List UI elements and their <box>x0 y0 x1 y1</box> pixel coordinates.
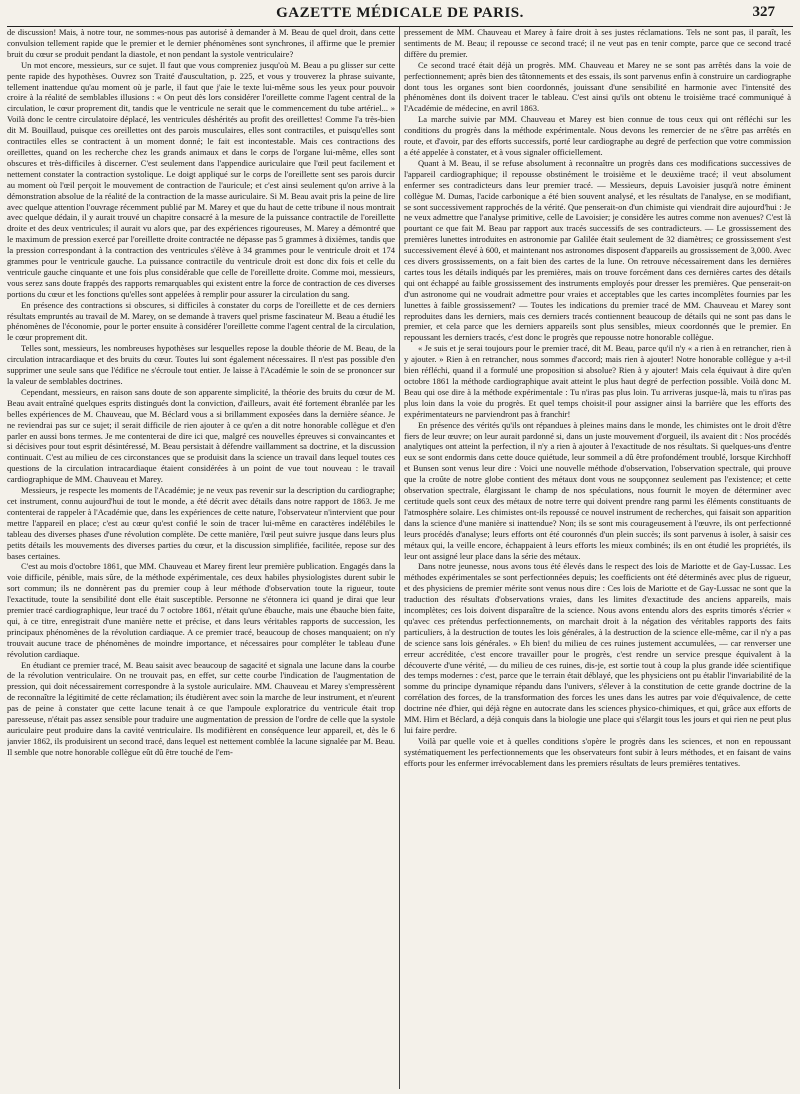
paragraph: En présence des vérités qu'ils ont répandues à pleines mains dans le monde, les chimistes ont le droit d'être fiers de leur œuvre; on leur aurait pardonné si, dans un juste mouvement d'orgueil, ils avaient dit : Nos procédés analytiques ont atteint la perfection, il n'y a rien à ajouter à l'exactitude de nos résultats. Si quelques-uns d'entre eux se sont endormis dans cette douce quiétude, leur sommeil a dû être profondément troublé, lorsque Kirchhoff et Bunsen sont venus leur dire : Voici une nouvelle méthode d'observation, l'observation spectrale, qui prouve que la croûte de notre globe contient des métaux dont vous ne soupçonnez seulement pas l'existence; et cette observation spectrale, élargissant le champ de nos spéculations, nous fournit le moyen de déterminer avec certitude quels sont ceux des métaux de notre terre qui doivent prendre rang parmi les éléments constituants de l'atmosphère solaire. Les chimistes ont-ils repoussé ce nouvel instrument de recherches, qui faisait son apparition dans la science d'une manière si inattendue? Non; ils se sont mis courageusement à l'œuvre, ils ont perfectionné leurs procédés d'analyse; leurs efforts ont été couronnés d'un plein succès; ils sont parvenus à isoler, à saisir ces métaux qui, la veille encore, échappaient à leurs efforts les mieux combinés; ils en ont étudié les propriétés, ils leur ont assigné leur place dans la série des métaux. <box>404 419 791 561</box>
paragraph: Ce second tracé était déjà un progrès. MM. Chauveau et Marey ne se sont pas arrêtés dans la voie de perfectionnement; après bien des tâtonnements et des essais, ils sont parvenus enfin à construire un cardiographe dont tous les organes sont bien coordonnés, jouissant d'une sensibilité en harmonie avec l'intensité des phénomènes dont ils doivent tracer le tableau. C'est ainsi qu'ils ont obtenu le troisième tracé communiqué à l'Académie de médecine, en avril 1863. <box>404 59 791 114</box>
paragraph: Telles sont, messieurs, les nombreuses hypothèses sur lesquelles repose la double théorie de M. Beau, de la circulation intracardiaque et des bruits du cœur. Toutes lui sont également nécessaires. Il n'est pas possible d'en supprimer une seule sans que l'édifice ne s'écroule tout entier. Je laisse à l'Académie le soin de se prononcer sur la valeur de semblables doctrines. <box>7 343 395 386</box>
paragraph: La marche suivie par MM. Chauveau et Marey est bien connue de tous ceux qui ont réfléchi sur les conditions du progrès dans la méthode expérimentale. Nous devons les remercier de ne s'être pas arrêtés en route, et d'avoir, par des efforts successifs, porté leur cardiographe au degré de perfection que votre commission a été appelée à constater, et à vous signaler officiellement. <box>404 114 791 157</box>
page-header <box>7 0 793 22</box>
page-title: GAZETTE MÉDICALE DE PARIS. <box>276 5 524 21</box>
right-column <box>399 27 791 1089</box>
text-columns <box>7 27 793 1089</box>
paragraph: Quant à M. Beau, il se refuse absolument à reconnaître un progrès dans ces modifications successives de l'appareil cardiographique; il repousse obstinément le troisième et le deuxième tracé; il veut absolument enfermer ses contradicteurs dans leur premier tracé. — Messieurs, depuis Lavoisier jusqu'à notre éminent collègue M. Dumas, l'acide carbonique a été bien souvent analysé, et les résultats de l'analyse, en se modifiant, se sont successivement rapprochés de la vérité. Que penserait-on d'un chimiste qui viendrait dire aujourd'hui : Je ne veux admettre que l'analyse primitive, celle de Lavoisier; je considère les autres comme non avenues? C'est là pourtant ce que fait M. Beau par rapport aux tracés successifs de ses contradicteurs. — Le grossissement des premières lunettes introduites en astronomie par Galilée était seulement de 32 diamètres; ce grossissement s'est successivement élevé à 600, et maintenant nos astronomes disposent d'appareils au grossissement de 3,000. Avec ces divers grossissements, on a fait bien des cartes de la lune. On retrouve nécessairement dans les dernières cartes tous les détails indiqués par les premières, mais on trouve forcément dans ces dernières cartes des détails qui ont échappé au faible grossissement des instruments employés pour dresser les premières. Que penserait-on d'un astronome qui ne voudrait admettre pour vraies et acceptables que les cartes incomplètes fournies par les lunettes à faible grossissement? — Toutes les indications du premier tracé de MM. Chauveau et Marey sont reproduites dans les derniers, mais ces derniers tracés contiennent beaucoup de détails qui ne sont pas dans le premier, et cela parce que les derniers appareils sont plus sensibles, mieux coordonnés que le premier. En repoussant les derniers tracés, c'est donc le progrès que repousse notre honorable collègue. <box>404 157 791 343</box>
paragraph: Un mot encore, messieurs, sur ce sujet. Il faut que vous compreniez jusqu'où M. Beau a pu glisser sur cette pente rapide des hypothèses. Ouvrez son Traité d'auscultation, p. 225, et vous y trouverez la phrase suivante, tellement inattendue qu'au moment où je parle, il faut que j'aie le texte lui-même sous les yeux pour pouvoir croire à la réalité de semblables illusions : « On peut dès lors considérer l'oreillette comme l'agent central de la circulation, le cœur proprement dit, tandis que le ventricule ne serait que le commencement du tube artériel... » Voilà donc le centre circulatoire déplacé, les ventricules déshérités au profit des oreillettes! Comme l'a très-bien dit M. Bouillaud, puisque ces oreillettes ont des parois musculaires, elles sont contractiles, et puisqu'elles sont contractiles elles se contractent à un moment donné; le fait est incontestable. Mais ces contractions des oreillettes, quand on les recherche chez les grands animaux et dans le corps de l'organe lui-même, elles sont obscures et très-difficiles à discerner. C'est seulement dans l'appendice auriculaire que l'œil peut facilement et nettement constater la contraction systolique. Le doigt appliqué sur le corps de l'oreillette sent ses parois durcir au moment où l'œil perçoit le mouvement de contraction de l'auricule; et c'est ainsi seulement qu'on arrive à la démonstration absolue de la réalité de la contraction de la masse auriculaire. Si M. Beau avait pris la peine de lire avec quelque attention l'ouvrage récemment publié par M. Marey et que du haut de cette tribune il nous montrait avec quelque dédain, il y aurait trouvé un chapitre consacré à la mesure de la puissance contractile de l'oreillette droite et des deux ventricules; il aurait vu alors que, par des expériences rigoureuses, M. Marey a démontré que le maximum de pression exercé par l'oreillette droite contractée ne dépasse pas 5 grammes à dixièmes, tandis que la pression correspondant à la contraction des ventricules s'élève à 34 grammes pour le ventricule droit et 174 grammes pour le ventricule gauche. La puissance contractile du ventricule droit est donc dix fois et celle du ventricule gauche cinquante et une fois plus considérable que celle de l'oreillette droite. Comme moi, messieurs, vous serez sans doute frappés des rapports remarquables qui existent entre la force de contraction de ces diverses portions du cœur et les fonctions qu'elles sont appelées à remplir pour assurer la circulation du sang. <box>7 59 395 299</box>
paragraph: C'est au mois d'octobre 1861, que MM. Chauveau et Marey firent leur première publication. Engagés dans la voie difficile, pénible, mais sûre, de la méthode expérimentale, ces deux habiles physiologistes durent subir le sort commun; ils ne donnèrent pas du premier coup à leur méthode d'observation toute la rigueur, toute l'exactitude, toute la sensibilité dont elle était susceptible. Personne ne s'étonnera ici quand je dirai que leur premier tracé cardiographique, leur tracé du 7 octobre 1861, n'était qu'une ébauche, mais une ébauche bien faite, qui, à ce titre, enregistrait d'une manière nette et précise, et dans leurs véritables rapports de succession, les principaux phénomènes de la révolution cardiaque. A ce premier tracé, beaucoup de choses manquaient; on n'y trouvait aucune trace de phénomènes de moindre importance, et nécessaires pour compléter le tableau d'une révolution cardiaque. <box>7 561 395 659</box>
paragraph: Cependant, messieurs, en raison sans doute de son apparente simplicité, la théorie des bruits du cœur de M. Beau avait entraîné quelques esprits distingués dont la conviction, d'ailleurs, avait été fortement ébranlée par les belles expériences de M. Chauveau, que M. Béclard vous a si brillamment exposées dans la dernière séance. Je ne reviendrai pas sur ce sujet; il serait difficile de rien ajouter à ce qu'en a dit notre honorable collègue et d'en parler en aussi bons termes. Je me contenterai de dire ici que, malgré ces nouvelles épreuves si convaincantes et si décisives pour tout esprit désintéressé, M. Beau persistait à défendre vaillamment sa doctrine, et la discussion continuait. C'est au milieu de ces circonstances que se produisit dans la science un travail dans lequel toutes ces questions de la circulation intracardiaque étaient considérées à un point de vue tout nouveau : le travail cardiographique de MM. Chauveau et Marey. <box>7 386 395 485</box>
paragraph: « Je suis et je serai toujours pour le premier tracé, dit M. Beau, parce qu'il n'y « a rien à en retrancher, rien à y ajouter. » Rien à en retrancher, nous sommes d'accord; mais rien à ajouter! Notre honorable collègue y a-t-il bien réfléchi, quand il a formulé une proposition si absolue? Rien à y ajouter! Mais cela équivaut à dire qu'en octobre 1861 la méthode cardiographique avait atteint le plus haut degré de perfection possible. Voilà donc M. Beau qui ose dire à la méthode expérimentale : Tu n'iras pas plus loin. Tu arriveras jusque-là, mais tu n'iras pas plus loin dans la voie du progrès. Et quel temps choisit-il pour assigner ainsi la barrière que les efforts des expérimentateurs ne parviendront pas à franchir! <box>404 343 791 419</box>
paragraph: En étudiant ce premier tracé, M. Beau saisit avec beaucoup de sagacité et signala une lacune dans la courbe de la révolution ventriculaire. On ne trouvait pas, en effet, sur cette courbe l'indication de l'augmentation de pression, qui doit nécessairement correspondre à la systole auriculaire. MM. Chauveau et Marey s'empressèrent de reconnaître la légitimité de cette réclamation; ils étudièrent avec soin la marche de leur instrument, et n'eurent pas de peine à constater que cette lacune tenait à ce que l'ampoule exploratrice du ventricule était trop paresseuse, n'était pas assez sensible pour traduire une augmentation de pression de l'ordre de celle que la systole auriculaire peut produire dans la cavité ventriculaire. Ils modifièrent en conséquence leur appareil, et, dès le 6 janvier 1862, ils produisirent un second tracé, dans lequel est nettement comblée la lacune signalée par M. Beau. Il semble que notre honorable collègue eût dû être touché de l'em- <box>7 659 395 757</box>
page-number: 327 <box>752 4 775 20</box>
paragraph: Dans notre jeunesse, nous avons tous été élevés dans le respect des lois de Mariotte et de Gay-Lussac. Les méthodes expérimentales se sont perfectionnées depuis; les coefficients ont été déterminés avec plus de rigueur, et des physiciens de premier mérite sont venus nous dire : Ces lois de Mariotte et de Gay-Lussac ne sont que la traduction des résultats d'observations vraies, dans les limites d'exactitude des anciens appareils, mais incomplètes; ces lois doivent disparaître de la science. Nous avons entendu alors des esprits timorés s'écrier « qu'avec ces prétendus perfectionnements, on marchait droit à la négation des véritables rapports des faits particuliers, à la destruction de toutes les lois générales, à la destruction de la science elle-même, car il n'y a pas de science sans lois générales. » Eh bien! du milieu de ces ruines justement accumulées, — car renverser une erreur accréditée, c'est encore travailler pour le progrès, c'est rendre un service presque équivalent à la découverte d'une vérité, — du milieu de ces ruines, dis-je, est sortie tout à coup la plus grande idée scientifique des temps modernes : c'est, parce que le terrain était déblayé, que les physiciens ont pu établir l'invariabilité de la somme du principe dynamique répandu dans l'univers, s'élever à la constitution de cette grande doctrine de la corrélation des forces, de la transformation des forces les unes dans les autres par voie d'équivalence, de cette doctrine née d'hier, qui déjà règne en autocrate dans les sciences physico-chimiques, et qui, grâce aux efforts de MM. Hirn et Béclard, a déjà conquis dans la biologie une place qui s'élargit tous les jours et qui rien ne peut plus lui faire perdre. <box>404 561 791 735</box>
left-column <box>7 27 399 1089</box>
paragraph: Messieurs, je respecte les moments de l'Académie; je ne veux pas revenir sur la description du cardiographe; cet instrument, connu aujourd'hui de tout le monde, a été décrit avec détails dans notre rapport de 1863. Je me contenterai de rappeler à l'Académie que, dans les expériences de cette nature, l'observateur n'intervient que pour mettre l'appareil en place; c'est au cœur qu'est confié le soin de tracer lui-même en caractères indélébiles le tableau des diverses phases d'une révolution complète. De cette manière, l'œil peut suivre jusque dans leurs plus petits détails les mouvements des diverses parties du cœur, et la discussion simplifiée, facilitée, repose sur des bases certaines. <box>7 485 395 561</box>
paragraph: En présence des contractions si obscures, si difficiles à constater du corps de l'oreillette et de ces derniers résultats empruntés au travail de M. Marey, on se demande à travers quel prisme fascinateur M. Beau a étudié les phénomènes de l'économie, pour le porter ensuite à considérer l'oreillette comme l'agent central de la circulation, le cœur proprement dit. <box>7 299 395 343</box>
paragraph: Voilà par quelle voie et à quelles conditions s'opère le progrès dans les sciences, et non en repoussant systématiquement les perfectionnements que les observateurs font subir à leurs méthodes, et en faisant de vains efforts pour les enfermer irrévocablement dans les premiers résultats de leurs premières tentatives. <box>404 735 791 768</box>
paragraph: pressement de MM. Chauveau et Marey à faire droit à ses justes réclamations. Tels ne sont pas, il paraît, les sentiments de M. Beau; il repousse ce second tracé; il ne veut pas en tenir compte, parce que ce second tracé diffère du premier. <box>404 27 791 59</box>
paragraph: de discussion! Mais, à notre tour, ne sommes-nous pas autorisé à demander à M. Beau de quel droit, dans cette convulsion tellement rapide que le premier et le dernier phénomènes sont synchrones, il affirme que le premier bruit du cœur se produit pendant la diastole, et non pendant la systole ventriculaire? <box>7 27 395 59</box>
